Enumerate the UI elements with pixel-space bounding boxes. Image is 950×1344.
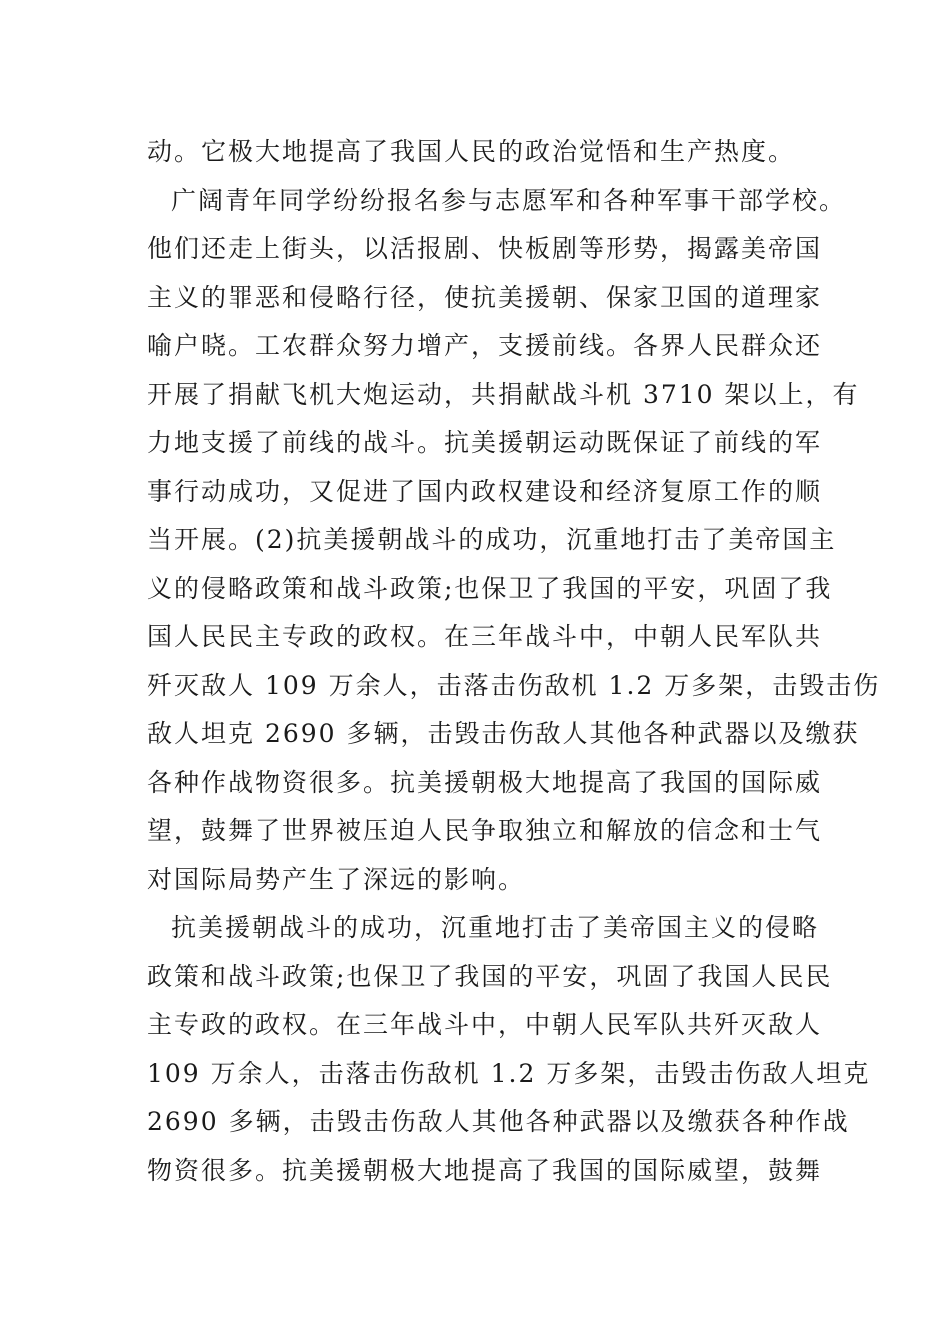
text-line: 主专政的政权。在三年战斗中，中朝人民军队共歼灭敌人 (147, 1010, 823, 1039)
text-line: 他们还走上街头，以活报剧、快板剧等形势，揭露美帝国 (147, 234, 823, 263)
text-line: 喻户晓。工农群众努力增产，支援前线。各界人民群众还 (147, 331, 823, 360)
paragraph-start-line: 广阔青年同学纷纷报名参与志愿军和各种军事干部学校。 (171, 185, 847, 215)
text-line: 义的侵略政策和战斗政策;也保卫了我国的平安，巩固了我 (147, 573, 833, 603)
text-line: 事行动成功，又促进了国内政权建设和经济复原工作的顺 (147, 476, 823, 506)
text-line: 开展了捐献飞机大炮运动，共捐献战斗机 3710 架以上，有 (147, 379, 860, 409)
body-text (147, 128, 881, 1195)
text-line: 敌人坦克 2690 多辆，击毁击伤敌人其他各种武器以及缴获 (147, 719, 860, 748)
text-line: 动。它极大地提高了我国人民的政治觉悟和生产热度。 (147, 137, 796, 166)
text-line: 主义的罪恶和侵略行径，使抗美援朝、保家卫国的道理家 (147, 282, 823, 312)
text-line: 对国际局势产生了深远的影响。 (147, 864, 526, 894)
text-line: 国人民民主专政的政权。在三年战斗中，中朝人民军队共 (147, 622, 823, 651)
text-line: 物资很多。抗美援朝极大地提高了我国的国际威望，鼓舞 (147, 1155, 823, 1185)
text-line: 2690 多辆，击毁击伤敌人其他各种武器以及缴获各种作战 (147, 1107, 850, 1136)
text-line: 当开展。(2)抗美援朝战斗的成功，沉重地打击了美帝国主 (147, 525, 837, 554)
text-line: 力地支援了前线的战斗。抗美援朝运动既保证了前线的军 (147, 428, 823, 457)
text-line: 望，鼓舞了世界被压迫人民争取独立和解放的信念和士气 (147, 816, 823, 845)
paragraph-start-line: 抗美援朝战斗的成功，沉重地打击了美帝国主义的侵略 (171, 913, 820, 942)
text-line: 各种作战物资很多。抗美援朝极大地提高了我国的国际威 (147, 767, 823, 797)
text-line: 歼灭敌人 109 万余人，击落击伤敌机 1.2 万多架，击毁击伤 (147, 670, 881, 700)
text-line: 政策和战斗政策;也保卫了我国的平安，巩固了我国人民民 (147, 961, 833, 991)
text-line: 109 万余人，击落击伤敌机 1.2 万多架，击毁击伤敌人坦克 (147, 1058, 871, 1088)
